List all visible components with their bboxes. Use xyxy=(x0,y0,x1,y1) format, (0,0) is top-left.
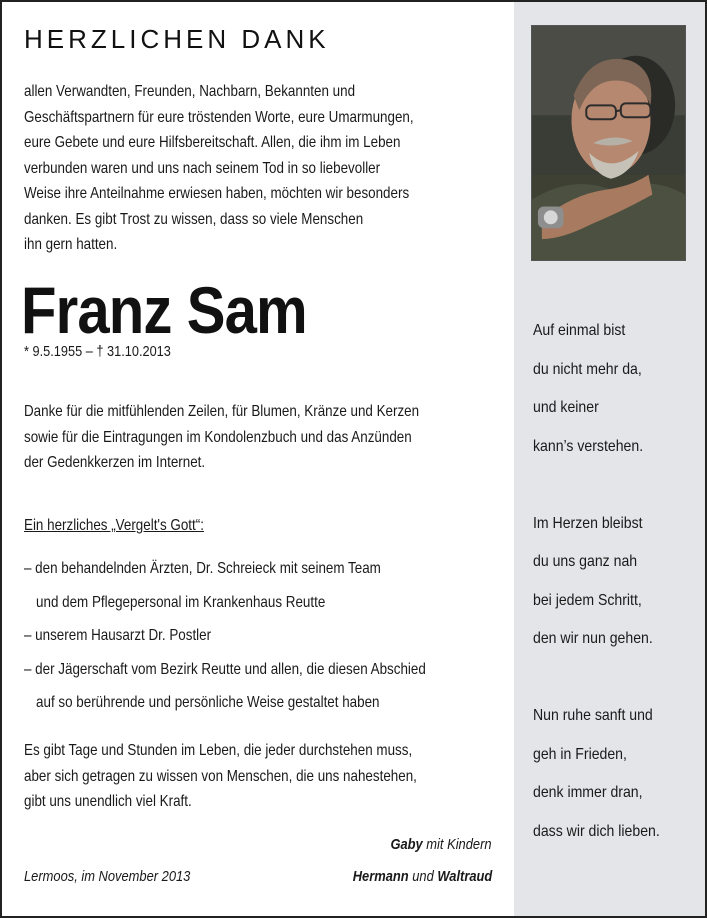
signature-name: Waltraud xyxy=(437,868,492,885)
text-line: sowie für die Eintragungen im Kondolenzbuch und das Anzünden xyxy=(24,428,412,446)
poem-line: den wir nun gehen. xyxy=(533,630,653,647)
life-dates: * 9.5.1955 – † 31.10.2013 xyxy=(24,344,171,360)
poem-line: du nicht mehr da, xyxy=(533,360,642,378)
poem-line: bei jedem Schritt, xyxy=(533,591,642,609)
text-line: aber sich getragen zu wissen von Menschen, die uns nahestehen, xyxy=(24,767,417,785)
list-item: – den behandelnden Ärzten, Dr. Schreieck mit seinem Team xyxy=(24,560,381,577)
poem-line: geh in Frieden, xyxy=(533,745,627,763)
vergelts-gott-heading: Ein herzliches „Vergelt's Gott“: xyxy=(24,517,204,534)
list-item: – der Jägerschaft vom Bezirk Reutte und allen, die diesen Abschied xyxy=(24,660,426,678)
list-item: auf so berührende und persönliche Weise gestaltet haben xyxy=(36,694,380,711)
list-item: und dem Pflegepersonal im Krankenhaus Reutte xyxy=(36,593,326,611)
closing-paragraph xyxy=(24,738,506,815)
place-and-date: Lermoos, im November 2013 xyxy=(24,868,191,885)
poem-line: dass wir dich lieben. xyxy=(533,822,660,840)
signature-text: und xyxy=(408,868,438,885)
deceased-name: Franz Sam xyxy=(21,273,307,347)
vergelts-gott-list xyxy=(24,552,491,720)
poem-line: Auf einmal bist xyxy=(533,322,626,339)
intro-paragraph xyxy=(24,79,506,258)
signature-name: Hermann xyxy=(352,868,409,885)
poem-line: denk immer dran, xyxy=(533,784,643,801)
text-line: Geschäftspartnern für eure tröstenden Worte, eure Umarmungen, xyxy=(24,108,414,126)
list-item: – unserem Hausarzt Dr. Postler xyxy=(24,627,212,644)
text-line: Danke für die mitfühlenden Zeilen, für Blumen, Kränze und Kerzen xyxy=(24,403,420,420)
text-line: ihn gern hatten. xyxy=(24,236,118,253)
text-line: Es gibt Tage und Stunden im Leben, die jeder durchstehen muss, xyxy=(24,742,413,759)
portrait-photo xyxy=(531,25,686,261)
poem xyxy=(533,319,677,858)
text-line: danken. Es gibt Trost zu wissen, dass so viele Menschen xyxy=(24,210,364,228)
text-line: der Gedenkkerzen im Internet. xyxy=(24,454,206,471)
text-line: gibt uns unendlich viel Kraft. xyxy=(24,793,192,810)
text-line: verbunden waren und uns nach seinem Tod in so liebevoller xyxy=(24,159,381,177)
portrait-image xyxy=(532,26,685,260)
poem-line: Nun ruhe sanft und xyxy=(533,707,653,724)
signature-name: Gaby xyxy=(390,836,424,853)
poem-stanza-gap xyxy=(533,473,660,512)
signature-line-2 xyxy=(352,868,492,885)
text-line: allen Verwandten, Freunden, Nachbarn, Bekannten und xyxy=(24,83,356,100)
poem-line: kann’s verstehen. xyxy=(533,437,644,455)
text-line: Weise ihre Anteilnahme erwiesen haben, möchten wir besonders xyxy=(24,185,410,202)
poem-line: und keiner xyxy=(533,399,599,416)
thanks-paragraph xyxy=(24,399,506,476)
poem-line: du uns ganz nah xyxy=(533,553,638,570)
poem-stanza-gap xyxy=(533,666,660,705)
signature-line-1 xyxy=(391,836,492,853)
poem-line: Im Herzen bleibst xyxy=(533,514,643,532)
signature-text: mit Kindern xyxy=(423,836,492,853)
page-title: HERZLICHEN DANK xyxy=(24,24,330,54)
text-line: eure Gebete und eure Hilfsbereitschaft. Allen, die ihm im Leben xyxy=(24,134,401,151)
